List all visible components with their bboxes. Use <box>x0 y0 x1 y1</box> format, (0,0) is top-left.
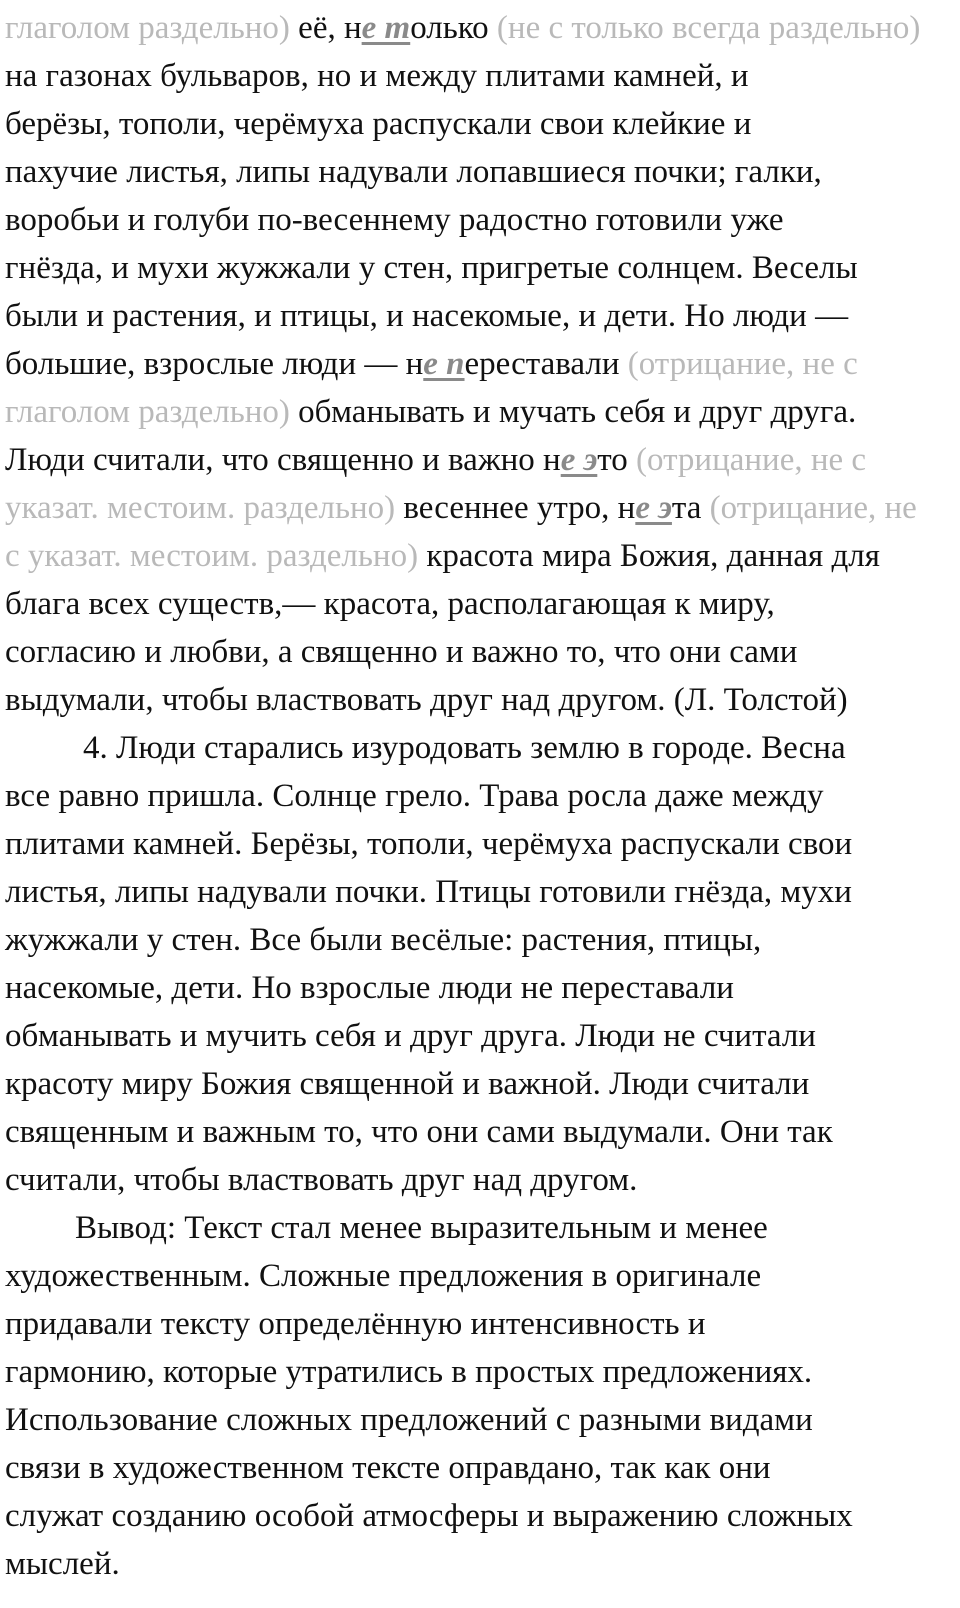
text-line <box>5 100 955 148</box>
text-line <box>5 52 955 100</box>
text-segment: большие, взрослые люди — н <box>5 346 424 382</box>
text-line <box>5 1492 955 1540</box>
text-line <box>5 4 955 52</box>
text-segment: олько <box>410 10 497 46</box>
text-line <box>5 196 955 244</box>
text-segment: Использование сложных предложений с разными видами <box>5 1402 813 1438</box>
text-line <box>5 484 955 532</box>
text-line <box>5 1396 955 1444</box>
text-segment: 4. Люди старались изуродовать землю в городе. Весна <box>83 730 846 766</box>
text-segment: все равно пришла. Солнце грело. Трава росла даже между <box>5 778 824 814</box>
text-segment: Люди считали, что священно и важно н <box>5 442 561 478</box>
text-segment: художественным. Сложные предложения в оригинале <box>5 1258 762 1294</box>
text-line <box>5 532 955 580</box>
text-segment: выдумали, чтобы властвовать друг над другом. (Л. Толстой) <box>5 682 848 718</box>
text-line <box>5 1156 955 1204</box>
text-segment: жужжали у стен. Все были весёлые: растения, птицы, <box>5 922 762 958</box>
text-segment: служат созданию особой атмосферы и выражению сложных <box>5 1498 853 1534</box>
grammar-note: с указат. местоим. раздельно) <box>5 538 419 574</box>
document-page <box>5 4 955 1588</box>
text-segment: на газонах бульваров, но и между плитами камней, и <box>5 58 749 94</box>
text-line <box>5 676 955 724</box>
text-line <box>5 1204 955 1252</box>
text-segment: ереставали <box>464 346 628 382</box>
text-segment: то <box>597 442 637 478</box>
spelling-highlight: е т <box>361 10 411 46</box>
text-segment: были и растения, и птицы, и насекомые, и дети. Но люди — <box>5 298 849 334</box>
text-segment: гнёзда, и мухи жужжали у стен, пригретые солнцем. Веселы <box>5 250 858 286</box>
text-line <box>5 1060 955 1108</box>
text-segment: придавали тексту определённую интенсивность и <box>5 1306 706 1342</box>
text-line <box>5 1300 955 1348</box>
text-line <box>5 772 955 820</box>
spelling-highlight: е э <box>560 442 598 478</box>
text-line <box>5 148 955 196</box>
text-line <box>5 436 955 484</box>
text-segment: пахучие листья, липы надували лопавшиеся почки; галки, <box>5 154 822 190</box>
text-line <box>5 868 955 916</box>
text-line <box>5 1348 955 1396</box>
text-line <box>5 292 955 340</box>
text-segment: та <box>671 490 710 526</box>
text-line <box>5 1540 955 1588</box>
text-line <box>5 1444 955 1492</box>
text-segment: Вывод: Текст стал менее выразительным и менее <box>75 1210 768 1246</box>
text-segment: листья, липы надували почки. Птицы готовили гнёзда, мухи <box>5 874 852 910</box>
grammar-note: указат. местоим. раздельно) <box>5 490 396 526</box>
grammar-note: (отрицание, не с <box>627 346 858 382</box>
text-segment: обманывать и мучить себя и друг друга. Люди не считали <box>5 1018 816 1054</box>
text-line <box>5 1252 955 1300</box>
text-segment: её, н <box>289 10 362 46</box>
text-segment: красоту миру Божия священной и важной. Люди считали <box>5 1066 810 1102</box>
text-line <box>5 964 955 1012</box>
grammar-note: глаголом раздельно) <box>5 10 290 46</box>
grammar-note: (отрицание, не <box>709 490 917 526</box>
text-line <box>5 340 955 388</box>
text-segment: берёзы, тополи, черёмуха распускали свои клейкие и <box>5 106 752 142</box>
grammar-note: глаголом раздельно) <box>5 394 290 430</box>
text-line <box>5 916 955 964</box>
text-line <box>5 628 955 676</box>
text-line <box>5 1108 955 1156</box>
text-segment: священным и важным то, что они сами выдумали. Они так <box>5 1114 833 1150</box>
text-segment: мыслей. <box>5 1546 120 1582</box>
text-segment: воробьи и голуби по-весеннему радостно готовили уже <box>5 202 784 238</box>
spelling-highlight: е п <box>423 346 465 382</box>
text-segment: красота мира Божия, данная для <box>418 538 880 574</box>
text-line <box>5 724 955 772</box>
spelling-highlight: е э <box>635 490 672 526</box>
grammar-note: (отрицание, не с <box>636 442 867 478</box>
text-segment: обманывать и мучать себя и друг друга. <box>289 394 857 430</box>
text-line <box>5 820 955 868</box>
text-segment: считали, чтобы властвовать друг над другом. <box>5 1162 638 1198</box>
text-segment: согласию и любви, а священно и важно то, что они сами <box>5 634 798 670</box>
text-segment: связи в художественном тексте оправдано, так как они <box>5 1450 771 1486</box>
text-segment: весеннее утро, н <box>395 490 636 526</box>
text-segment: блага всех существ,— красота, располагающая к миру, <box>5 586 775 622</box>
text-segment: насекомые, дети. Но взрослые люди не переставали <box>5 970 734 1006</box>
text-line <box>5 1012 955 1060</box>
grammar-note: (не с только всегда раздельно) <box>496 10 921 46</box>
text-line <box>5 580 955 628</box>
text-line <box>5 388 955 436</box>
text-line <box>5 244 955 292</box>
text-segment: плитами камней. Берёзы, тополи, черёмуха распускали свои <box>5 826 853 862</box>
text-segment: гармонию, которые утратились в простых предложениях. <box>5 1354 813 1390</box>
